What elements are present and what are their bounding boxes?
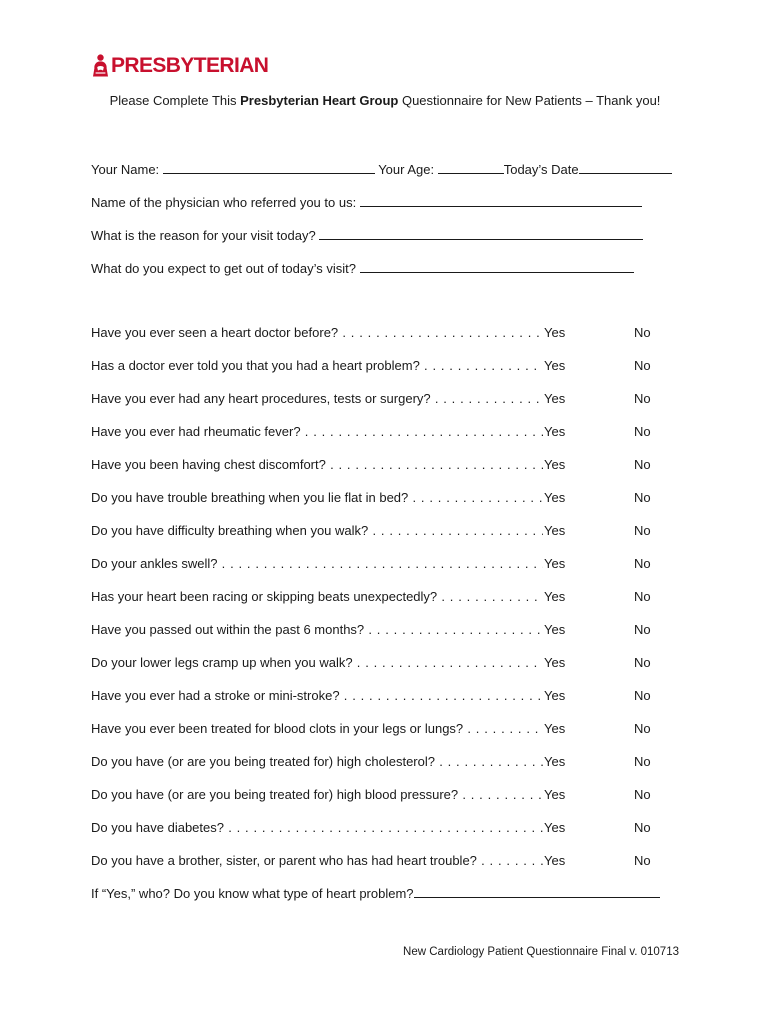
- question-text: Do your ankles swell? . . .: [91, 556, 543, 571]
- no-option[interactable]: No: [634, 325, 651, 340]
- yes-option[interactable]: Yes: [544, 424, 566, 439]
- yes-option[interactable]: Yes: [544, 820, 566, 835]
- yes-option[interactable]: Yes: [544, 325, 566, 340]
- intro-group-name: Presbyterian Heart Group: [240, 93, 399, 108]
- question-text: Have you passed out within the past 6 months? . . .: [91, 622, 543, 637]
- no-option[interactable]: No: [634, 556, 651, 571]
- question-row: [91, 523, 651, 541]
- yes-option[interactable]: Yes: [544, 787, 566, 802]
- no-option[interactable]: No: [634, 424, 651, 439]
- reason-row: [91, 226, 643, 243]
- yes-option[interactable]: Yes: [544, 490, 566, 505]
- no-option[interactable]: No: [634, 358, 651, 373]
- presbyterian-figure-icon: [92, 54, 109, 77]
- yes-option[interactable]: Yes: [544, 391, 566, 406]
- no-option[interactable]: No: [634, 721, 651, 736]
- date-field[interactable]: [579, 160, 672, 174]
- expect-row: [91, 259, 634, 276]
- question-row: [91, 325, 651, 343]
- physician-row: [91, 193, 642, 210]
- yes-option[interactable]: Yes: [544, 457, 566, 472]
- question-text: Has a doctor ever told you that you had a heart problem? . . .: [91, 358, 543, 373]
- brand-name: PRESBYTERIAN: [111, 54, 269, 77]
- question-row: [91, 457, 651, 475]
- question-row: [91, 358, 651, 376]
- intro-text: [0, 93, 770, 108]
- yes-option[interactable]: Yes: [544, 556, 566, 571]
- yes-option[interactable]: Yes: [544, 358, 566, 373]
- yes-option[interactable]: Yes: [544, 589, 566, 604]
- question-text: Have you ever been treated for blood clots in your legs or lungs? . . .: [91, 721, 543, 736]
- question-row: [91, 490, 651, 508]
- question-text: Have you ever had any heart procedures, tests or surgery? . . .: [91, 391, 543, 406]
- question-row: [91, 556, 651, 574]
- no-option[interactable]: No: [634, 688, 651, 703]
- intro-after: Questionnaire for New Patients – Thank you!: [398, 93, 661, 108]
- presbyterian-logo: [92, 54, 268, 77]
- question-row: [91, 655, 651, 673]
- no-option[interactable]: No: [634, 655, 651, 670]
- reason-field[interactable]: [319, 226, 643, 240]
- yes-option[interactable]: Yes: [544, 721, 566, 736]
- no-option[interactable]: No: [634, 820, 651, 835]
- question-row: [91, 589, 651, 607]
- question-text: Do your lower legs cramp up when you walk? . . .: [91, 655, 543, 670]
- followup-row: [91, 884, 660, 901]
- yes-option[interactable]: Yes: [544, 523, 566, 538]
- yes-option[interactable]: Yes: [544, 853, 566, 868]
- no-option[interactable]: No: [634, 622, 651, 637]
- no-option[interactable]: No: [634, 490, 651, 505]
- followup-label: If “Yes,” who? Do you know what type of heart problem?: [91, 886, 414, 901]
- question-row: [91, 820, 651, 838]
- question-text: Do you have (or are you being treated for) high cholesterol? . . .: [91, 754, 543, 769]
- name-label: Your Name:: [91, 162, 160, 177]
- question-row: [91, 622, 651, 640]
- age-label: Your Age:: [378, 162, 435, 177]
- question-text: Do you have diabetes? . . .: [91, 820, 543, 835]
- question-row: [91, 754, 651, 772]
- no-option[interactable]: No: [634, 589, 651, 604]
- question-text: Do you have a brother, sister, or parent who has had heart trouble? . . .: [91, 853, 543, 868]
- question-text: Has your heart been racing or skipping beats unexpectedly? . . .: [91, 589, 543, 604]
- question-row: [91, 424, 651, 442]
- question-text: Have you ever had rheumatic fever? . . .: [91, 424, 543, 439]
- yes-option[interactable]: Yes: [544, 655, 566, 670]
- physician-label: Name of the physician who referred you to us:: [91, 195, 357, 210]
- name-age-date-row: [91, 160, 672, 177]
- reason-label: What is the reason for your visit today?: [91, 228, 316, 243]
- footer-version: New Cardiology Patient Questionnaire Final v. 010713: [403, 946, 679, 958]
- date-label: Today’s Date: [503, 162, 579, 177]
- question-text: Have you ever had a stroke or mini-stroke? . . .: [91, 688, 543, 703]
- no-option[interactable]: No: [634, 754, 651, 769]
- yes-option[interactable]: Yes: [544, 622, 566, 637]
- no-option[interactable]: No: [634, 391, 651, 406]
- age-field[interactable]: [438, 160, 504, 174]
- yes-option[interactable]: Yes: [544, 754, 566, 769]
- question-text: Have you been having chest discomfort? . . .: [91, 457, 543, 472]
- followup-field[interactable]: [414, 884, 660, 898]
- no-option[interactable]: No: [634, 787, 651, 802]
- name-field[interactable]: [163, 160, 375, 174]
- question-text: Have you ever seen a heart doctor before? . . .: [91, 325, 543, 340]
- question-row: [91, 391, 651, 409]
- physician-field[interactable]: [360, 193, 642, 207]
- yes-option[interactable]: Yes: [544, 688, 566, 703]
- no-option[interactable]: No: [634, 853, 651, 868]
- expect-field[interactable]: [360, 259, 634, 273]
- question-text: Do you have difficulty breathing when you walk? . . .: [91, 523, 543, 538]
- no-option[interactable]: No: [634, 457, 651, 472]
- question-row: [91, 853, 651, 871]
- expect-label: What do you expect to get out of today’s visit?: [91, 261, 356, 276]
- question-row: [91, 688, 651, 706]
- question-row: [91, 721, 651, 739]
- question-row: [91, 787, 651, 805]
- no-option[interactable]: No: [634, 523, 651, 538]
- intro-before: Please Complete This: [109, 93, 241, 108]
- question-text: Do you have trouble breathing when you lie flat in bed? . . .: [91, 490, 543, 505]
- question-text: Do you have (or are you being treated for) high blood pressure? . . .: [91, 787, 543, 802]
